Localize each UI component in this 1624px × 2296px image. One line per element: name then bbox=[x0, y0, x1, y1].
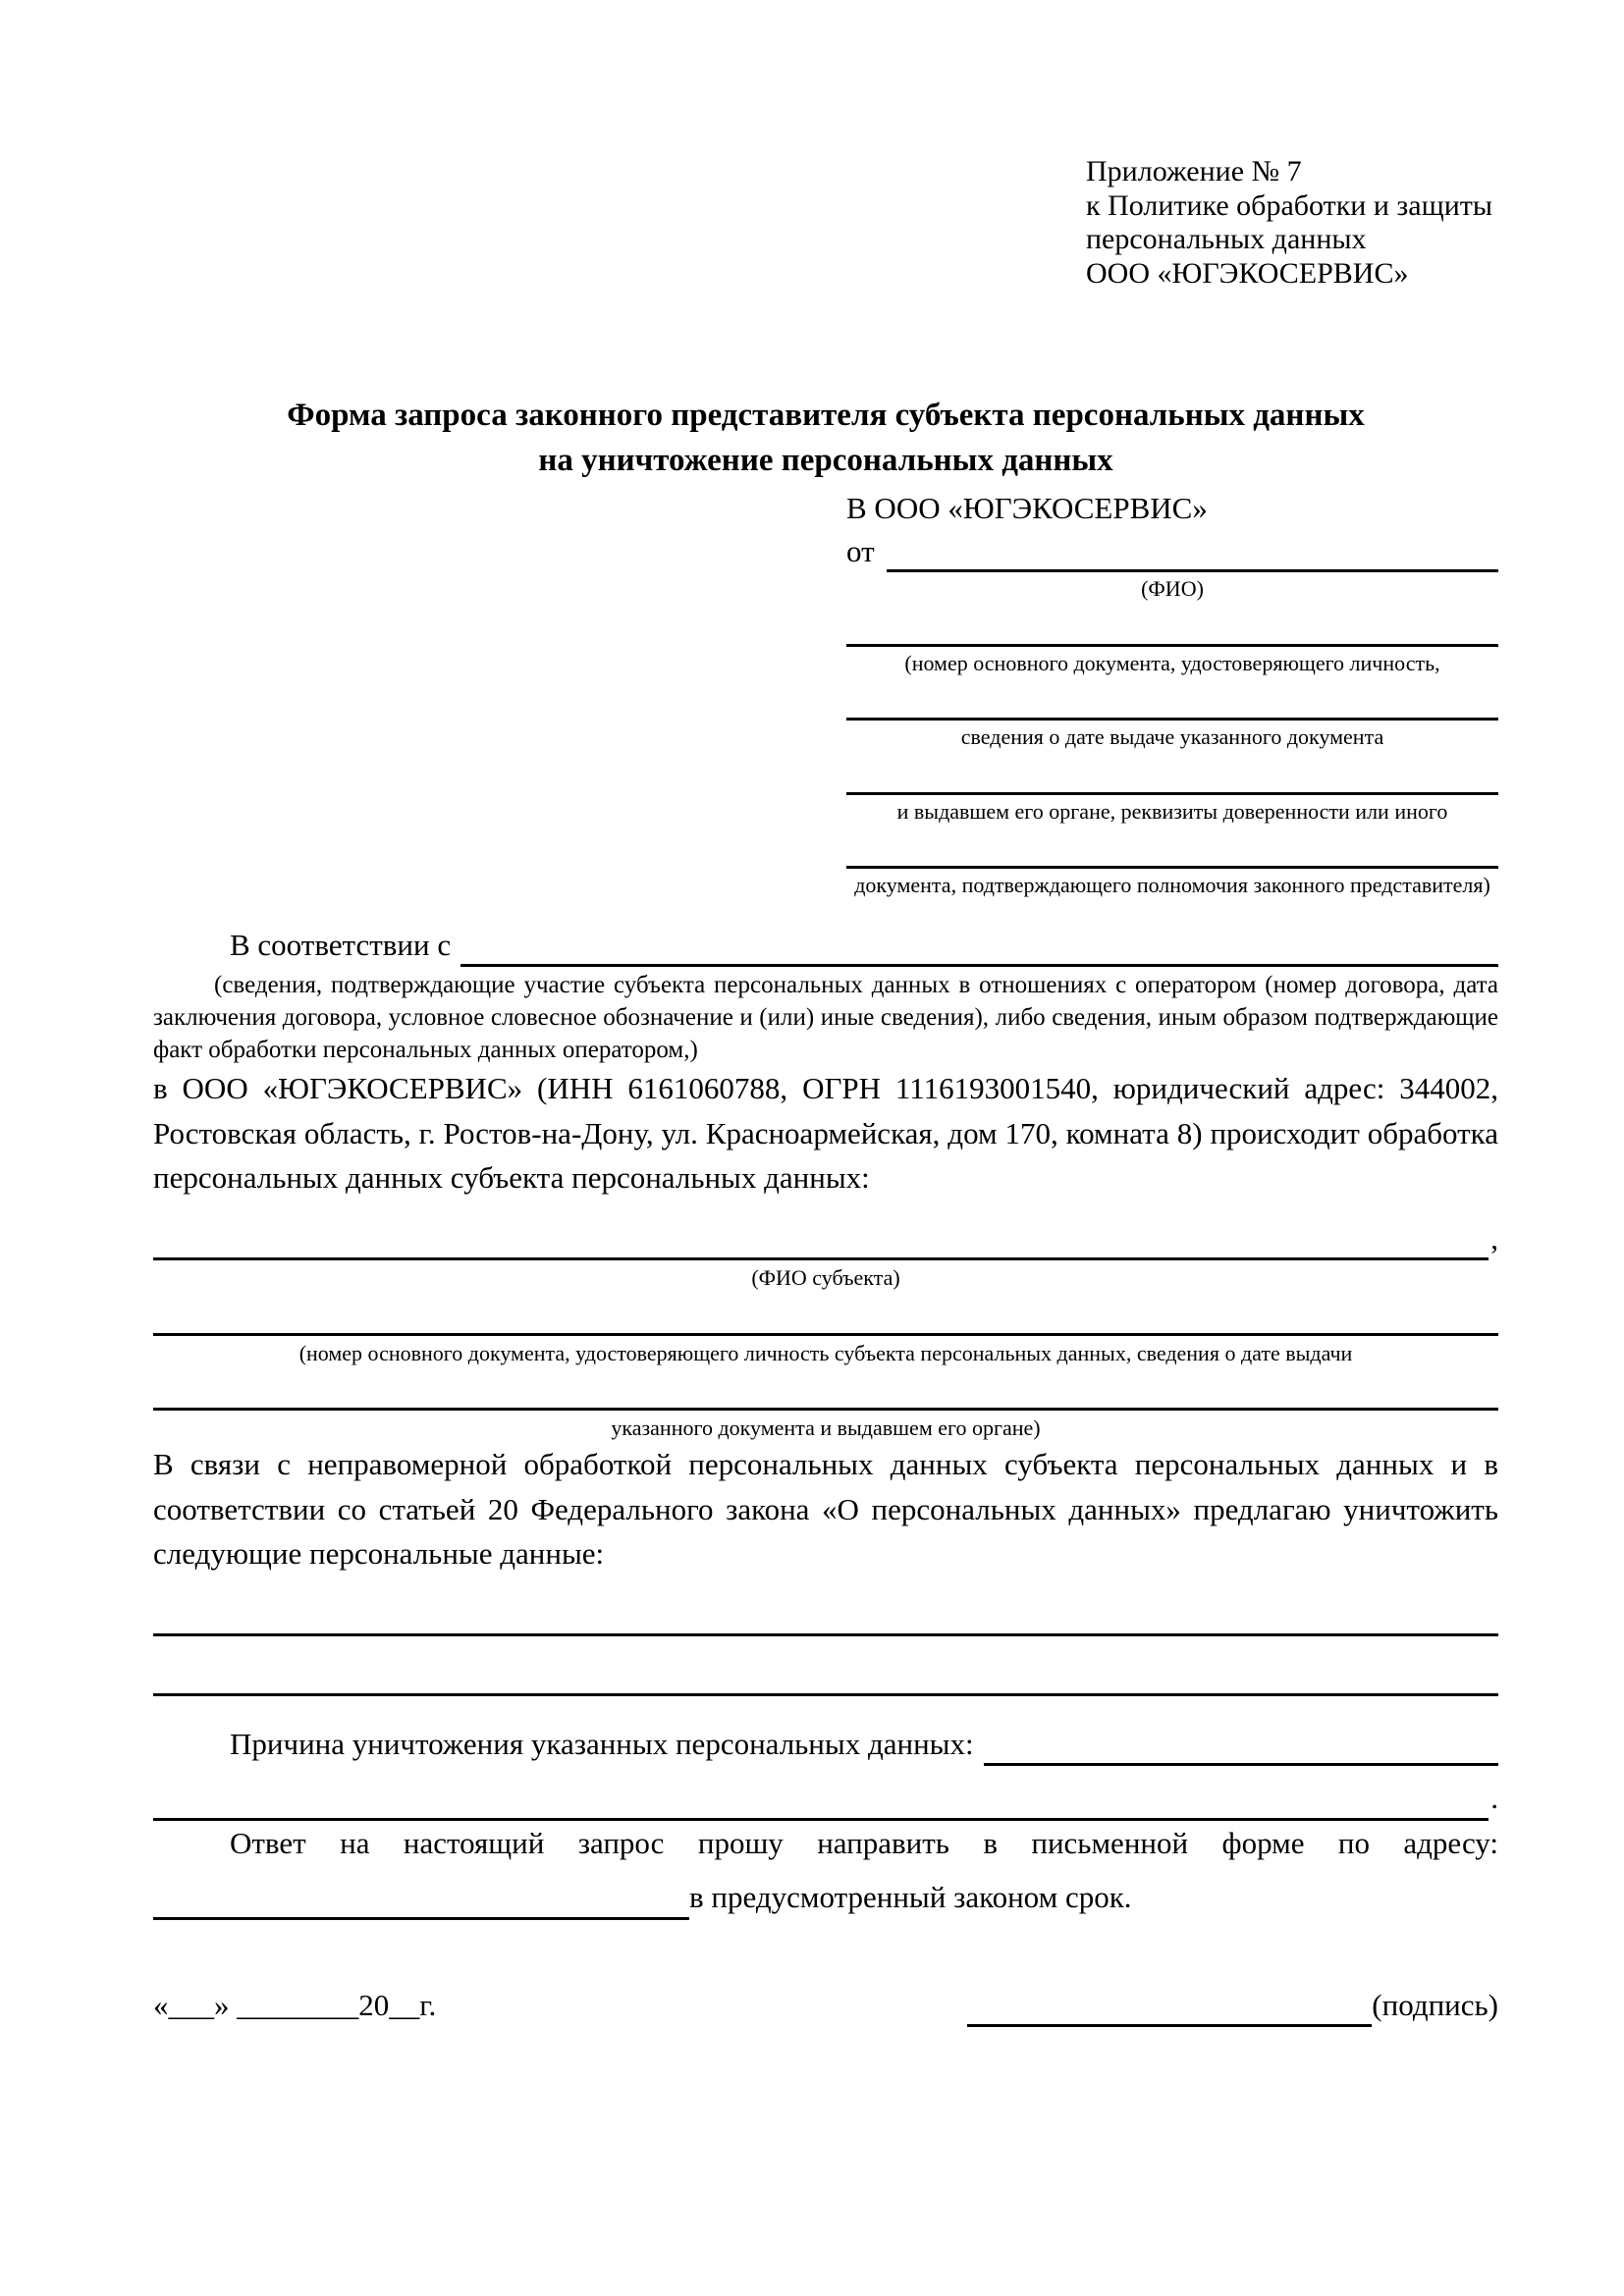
according-row bbox=[153, 923, 1498, 968]
page-title-line-1: Форма запроса законного представителя субъекта персональных данных bbox=[287, 398, 1365, 433]
subject-fio-line-suffix: , bbox=[1490, 1220, 1498, 1255]
signature-group bbox=[967, 1983, 1498, 2028]
fio-caption: (ФИО) bbox=[1141, 576, 1204, 602]
reason-blank-line bbox=[984, 1730, 1498, 1766]
reply-address-row bbox=[153, 1875, 1498, 1920]
subject-fio-row bbox=[153, 1216, 1498, 1261]
unlawful-paragraph: В связи с неправомерной обработкой персональных данных субъекта персональных данных и в соответствии со статьей 20 Федерального закона «О персональных данных» предлагаю уничтожить следующие персональные данные: bbox=[153, 1446, 1498, 1572]
appendix-line: персональных данных bbox=[1086, 223, 1367, 255]
signature-blank-line bbox=[967, 1991, 1372, 2027]
issue-date-caption: сведения о дате выдаче указанного документа bbox=[960, 724, 1384, 750]
subject-doc-blank-line-1 bbox=[153, 1331, 1498, 1336]
page-title bbox=[153, 393, 1498, 483]
doc-number-blank-line bbox=[846, 642, 1498, 647]
document-content bbox=[153, 155, 1498, 2027]
fio-blank-line bbox=[887, 536, 1498, 572]
according-label: В соответствии с bbox=[230, 927, 452, 962]
authority-doc-caption: документа, подтверждающего полномочия законного представителя) bbox=[854, 873, 1490, 898]
appendix-line: к Политике обработки и защиты bbox=[1086, 188, 1493, 222]
authority-doc-blank-line bbox=[846, 864, 1498, 869]
data-to-destroy-blank-line-2 bbox=[153, 1691, 1498, 1696]
addressee-block bbox=[846, 487, 1498, 898]
reason-continuation-row bbox=[153, 1776, 1498, 1821]
reason-label: Причина уничтожения указанных персональных данных: bbox=[230, 1726, 974, 1761]
subject-doc-blank-line-2 bbox=[153, 1406, 1498, 1411]
reply-address-blank-line bbox=[153, 1884, 689, 1920]
signature-caption: (подпись) bbox=[1372, 1987, 1498, 2022]
from-label: от bbox=[846, 533, 875, 568]
appendix-header bbox=[1086, 155, 1498, 291]
from-row bbox=[846, 530, 1498, 572]
reply-suffix: в предусмотренный законом срок. bbox=[689, 1880, 1132, 1915]
reason-line-suffix: . bbox=[1490, 1781, 1498, 1816]
appendix-line: Приложение № 7 bbox=[1086, 155, 1302, 187]
reason-blank-line-2 bbox=[153, 1785, 1489, 1821]
reason-row bbox=[153, 1722, 1498, 1767]
issuer-blank-line bbox=[846, 790, 1498, 795]
data-to-destroy-blank-line-1 bbox=[153, 1631, 1498, 1636]
according-blank-line bbox=[460, 931, 1498, 967]
addressee-organization: В ООО «ЮГЭКОСЕРВИС» bbox=[846, 491, 1208, 526]
operator-paragraph: в ООО «ЮГЭКОСЕРВИС» (ИНН 6161060788, ОГРН 1116193001540, юридический адрес: 344002, Ростовская область, г. Ростов-на-Дону, ул. Красноармейская, дом 170, комната 8) происходит обработка персональных данных субъекта персональных данных: bbox=[153, 1071, 1498, 1196]
page-title-line-2: на уничтожение персональных данных bbox=[538, 443, 1113, 479]
footer-row bbox=[153, 1983, 1498, 2028]
subject-fio-blank-line bbox=[153, 1224, 1489, 1260]
according-note: (сведения, подтверждающие участие субъекта персональных данных в отношениях с оператором (номер договора, дата заключения договора, условное словесное обозначение и (или) иные сведения), либо сведения, иным образом подтверждающие факт обработки персональных данных оператором,) bbox=[153, 972, 1498, 1064]
doc-number-caption: (номер основного документа, удостоверяющего личность, bbox=[904, 650, 1440, 675]
subject-doc-caption-2: указанного документа и выдавшем его органе) bbox=[611, 1415, 1041, 1441]
issue-date-blank-line bbox=[846, 716, 1498, 721]
subject-doc-caption-1: (номер основного документа, удостоверяющего личность субъекта персональных данных, сведения о дате выдачи bbox=[298, 1340, 1353, 1365]
document-body bbox=[153, 923, 1498, 2028]
reply-paragraph: Ответ на настоящий запрос прошу направить в письменной форме по адресу: bbox=[230, 1825, 1498, 1860]
subject-fio-caption: (ФИО субъекта) bbox=[751, 1265, 900, 1291]
issuer-caption: и выдавшем его органе, реквизиты доверенности или иного bbox=[896, 798, 1448, 824]
date-line: «___» ________20__г. bbox=[153, 1987, 437, 2022]
appendix-line: ООО «ЮГЭКОСЕРВИС» bbox=[1086, 256, 1409, 290]
